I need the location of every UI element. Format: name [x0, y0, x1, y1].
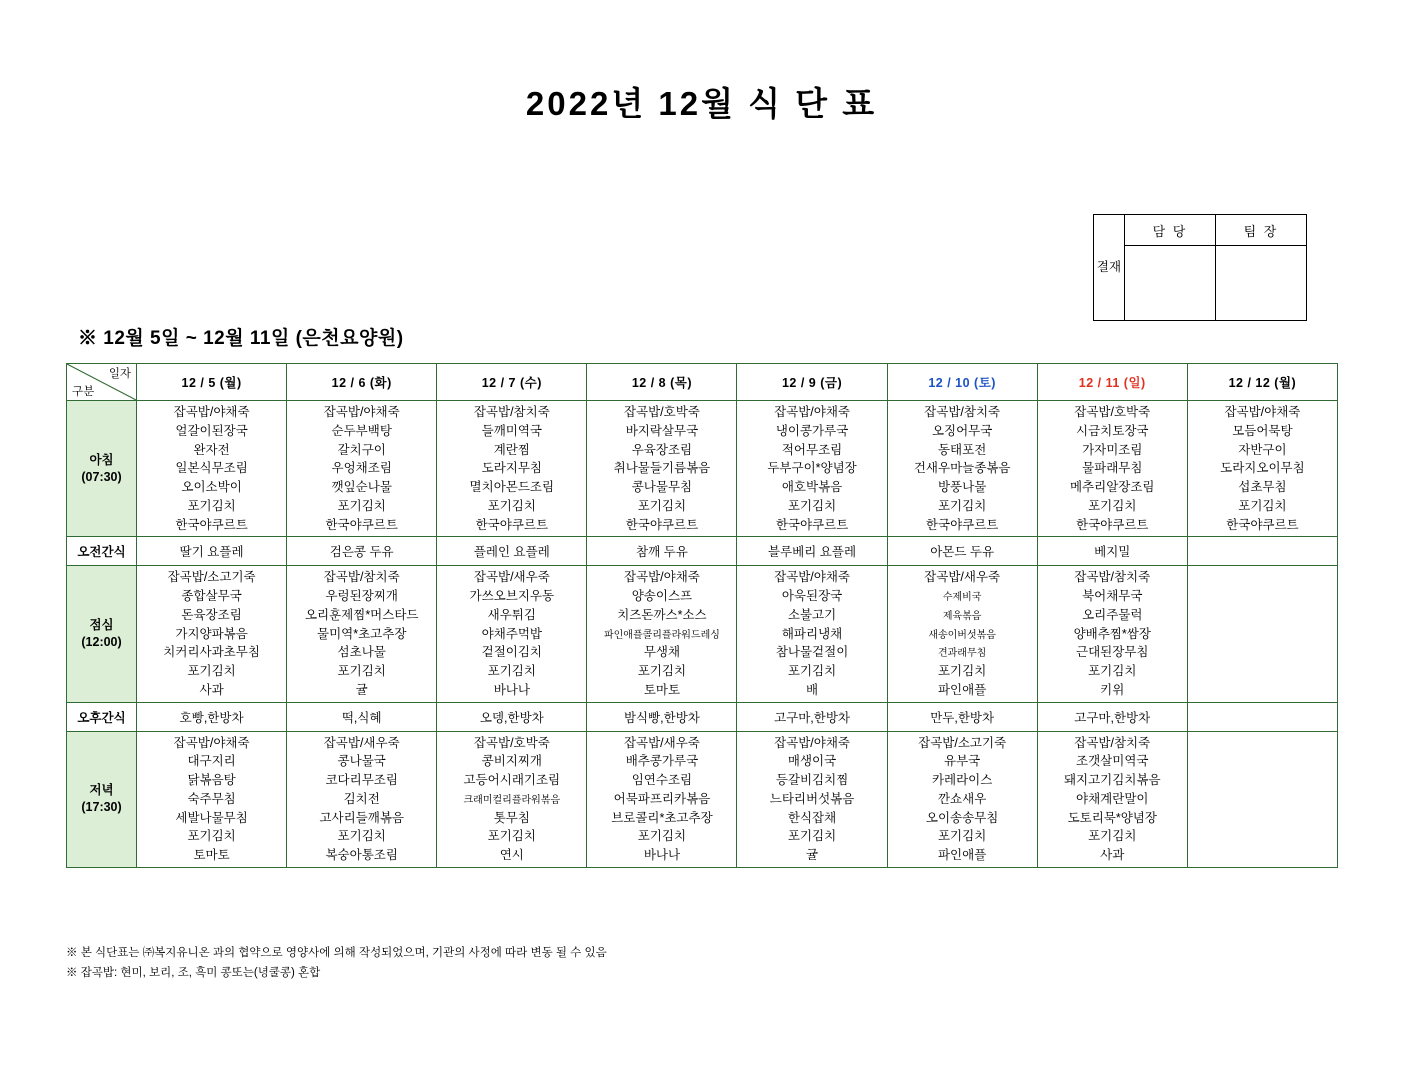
- approval-signature-leader[interactable]: [1216, 246, 1307, 321]
- afternoon-snack-cell: 밤식빵,한방차: [587, 702, 737, 731]
- breakfast-cell: 잡곡밥/야채죽 모듬어묵탕 자반구이 도라지오이무침 섭초무침 포기김치 한국야쿠르트: [1187, 401, 1337, 537]
- dinner-cell: 잡곡밥/새우죽 배추콩가루국 임연수조림 어묵파프리카볶음 브로콜리*초고추장 포기김치 바나나: [587, 731, 737, 867]
- approval-header-leader: 팀 장: [1216, 215, 1307, 246]
- dinner-cell: 잡곡밥/새우죽 콩나물국 코다리무조림 김치전 고사리들깨볶음 포기김치 복숭아통조림: [287, 731, 437, 867]
- breakfast-cell: 잡곡밥/호박죽 시금치토장국 가자미조림 물파래무침 메추리알장조림 포기김치 한국야쿠르트: [1037, 401, 1187, 537]
- day-header-7: 12 / 11 (일): [1037, 364, 1187, 401]
- morning-snack-cell: 블루베리 요플레: [737, 537, 887, 566]
- afternoon-snack-cell: 떡,식혜: [287, 702, 437, 731]
- lunch-cell: 잡곡밥/소고기죽 종합살무국 돈육장조림 가지양파볶음 치커리사과초무침 포기김치 사과: [137, 566, 287, 702]
- day-header-2: 12 / 6 (화): [287, 364, 437, 401]
- morning-snack-cell: 참깨 두유: [587, 537, 737, 566]
- approval-header-staff: 담 당: [1125, 215, 1216, 246]
- dinner-row-label: 저녁 (17:30): [67, 731, 137, 867]
- table-corner-header: [67, 364, 137, 401]
- period-label: ※ 12월 5일 ~ 12월 11일 (은천요양원): [78, 328, 404, 349]
- afternoon-snack-cell: 만두,한방차: [887, 702, 1037, 731]
- day-header-5: 12 / 9 (금): [737, 364, 887, 401]
- afternoon-snack-cell: 고구마,한방차: [737, 702, 887, 731]
- morning-snack-cell: [1187, 537, 1337, 566]
- morning-snack-cell: 딸기 요플레: [137, 537, 287, 566]
- day-header-8: 12 / 12 (월): [1187, 364, 1337, 401]
- breakfast-cell: 잡곡밥/참치죽 들깨미역국 계란찜 도라지무침 멸치아몬드조림 포기김치 한국야쿠르트: [437, 401, 587, 537]
- lunch-cell: 잡곡밥/야채죽 아욱된장국 소불고기 해파리냉채 참나물겉절이 포기김치 배: [737, 566, 887, 702]
- footnote-2: ※ 잡곡밥: 현미, 보리, 조, 흑미 콩또는(녕쿨콩) 혼합: [66, 966, 321, 979]
- afternoon-snack-cell: 고구마,한방차: [1037, 702, 1187, 731]
- dinner-cell: [1187, 731, 1337, 867]
- day-header-6: 12 / 10 (토): [887, 364, 1037, 401]
- dinner-cell: 잡곡밥/야채죽 대구지리 닭볶음탕 숙주무침 세발나물무침 포기김치 토마토: [137, 731, 287, 867]
- morning-snack-cell: 베지밀: [1037, 537, 1187, 566]
- day-header-3: 12 / 7 (수): [437, 364, 587, 401]
- lunch-cell: 잡곡밥/야채죽 양송이스프 치즈돈까스*소스 파인애플콜리플라워드레싱 무생채 포기김치 토마토: [587, 566, 737, 702]
- afternoon-snack-row-label: 오후간식: [67, 702, 137, 731]
- morning-snack-cell: 아몬드 두유: [887, 537, 1037, 566]
- breakfast-cell: 잡곡밥/야채죽 냉이콩가루국 적어무조림 두부구이*양념장 애호박볶음 포기김치 한국야쿠르트: [737, 401, 887, 537]
- footnotes: [66, 944, 607, 983]
- dinner-cell: 잡곡밥/호박죽 콩비지찌개 고등어시래기조림 크래미컬리플라워볶음 톳무침 포기김치 연시: [437, 731, 587, 867]
- morning-snack-row-label: 오전간식: [67, 537, 137, 566]
- corner-date-label: 일자: [108, 368, 132, 380]
- day-header-4: 12 / 8 (목): [587, 364, 737, 401]
- dinner-cell: 잡곡밥/소고기죽 유부국 카레라이스 깐쇼새우 오이송송무침 포기김치 파인애플: [887, 731, 1037, 867]
- afternoon-snack-cell: 호빵,한방차: [137, 702, 287, 731]
- approval-label: 결재: [1094, 215, 1125, 321]
- dinner-cell: 잡곡밥/야채죽 매생이국 등갈비김치찜 느타리버섯볶음 한식잡채 포기김치 귤: [737, 731, 887, 867]
- lunch-cell: 잡곡밥/참치죽 북어채무국 오리주물럭 양배추찜*쌈장 근대된장무침 포기김치 키위: [1037, 566, 1187, 702]
- menu-document: [0, 78, 1403, 1070]
- menu-table: [66, 363, 1338, 868]
- breakfast-cell: 잡곡밥/야채죽 순두부백탕 갈치구이 우엉채조림 깻잎순나물 포기김치 한국야쿠르트: [287, 401, 437, 537]
- dinner-cell: 잡곡밥/참치죽 조갯살미역국 돼지고기김치볶음 야채계란말이 도토리묵*양념장 포기김치 사과: [1037, 731, 1187, 867]
- breakfast-cell: 잡곡밥/야채죽 얼갈이된장국 완자전 일본식무조림 오이소박이 포기김치 한국야쿠르트: [137, 401, 287, 537]
- lunch-cell: [1187, 566, 1337, 702]
- afternoon-snack-cell: 오뎅,한방차: [437, 702, 587, 731]
- breakfast-cell: 잡곡밥/호박죽 바지락살무국 우육장조림 취나물들기름볶음 콩나물무침 포기김치 한국야쿠르트: [587, 401, 737, 537]
- day-header-1: 12 / 5 (월): [137, 364, 287, 401]
- lunch-cell: 잡곡밥/새우죽 수제비국 제육볶음 새송이버섯볶음 견과래무침 포기김치 파인애플: [887, 566, 1037, 702]
- breakfast-row-label: 아침 (07:30): [67, 401, 137, 537]
- lunch-row-label: 점심 (12:00): [67, 566, 137, 702]
- corner-division-label: 구분: [72, 386, 95, 398]
- lunch-cell: 잡곡밥/참치죽 우렁된장찌개 오리훈제찜*머스타드 물미역*초고추장 섬초나물 포기김치 귤: [287, 566, 437, 702]
- page-title: 2022년 12월 식 단 표: [525, 85, 878, 122]
- approval-signature-staff[interactable]: [1125, 246, 1216, 321]
- footnote-1: ※ 본 식단표는 ㈜복지유니온 과의 협약으로 영양사에 의해 작성되었으며, 기관의 사정에 따라 변동 될 수 있음: [66, 947, 607, 959]
- lunch-cell: 잡곡밥/새우죽 가쓰오브지우동 새우튀김 야채주먹밥 겉절이김치 포기김치 바나나: [437, 566, 587, 702]
- afternoon-snack-cell: [1187, 702, 1337, 731]
- morning-snack-cell: 검은콩 두유: [287, 537, 437, 566]
- approval-box: [1093, 214, 1307, 321]
- breakfast-cell: 잡곡밥/참치죽 오징어무국 동태포전 건새우마늘종볶음 방풍나물 포기김치 한국야쿠르트: [887, 401, 1037, 537]
- morning-snack-cell: 플레인 요플레: [437, 537, 587, 566]
